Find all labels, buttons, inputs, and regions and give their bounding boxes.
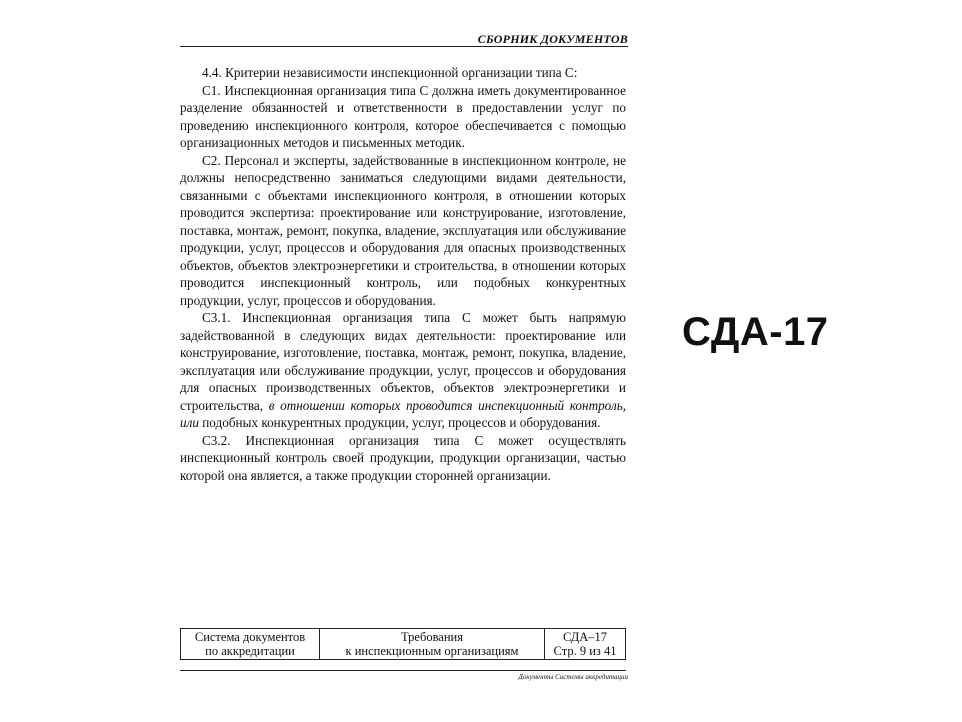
document-body: [180, 64, 626, 484]
footer-doc-cell: [545, 629, 626, 660]
footer-system-cell: [181, 629, 320, 660]
footer-requirements-cell: [320, 629, 545, 660]
footer-table: [180, 628, 626, 660]
paragraph-c1: С1. Инспекционная организация типа С должна иметь документированное разделение обязанностей и ответственности в предоставлении услуг по проведению инспекционного контроля, которое обеспечивается с помощью организационных методов и письменных методик.: [180, 82, 626, 150]
footer-doc-code: СДА–17: [562, 630, 608, 644]
document-code-label: СДА-17: [682, 310, 829, 354]
footer-system-line2: по аккредитации: [205, 644, 295, 658]
footer-note: Документы Системы аккредитации: [518, 673, 628, 681]
footer-requirements-line2: к инспекционным организациям: [345, 644, 519, 658]
paragraph-c31: [180, 309, 626, 432]
footer-page-number: Стр. 9 из 41: [553, 644, 617, 658]
section-title: 4.4. Критерии независимости инспекционной организации типа С:: [202, 65, 578, 80]
footer-system-line1: Система документов: [194, 630, 306, 644]
c31-italic-text: в отношении которых проводится инспекционный контроль, или: [180, 397, 626, 430]
footer-requirements-line1: Требования: [401, 630, 463, 644]
header-rule: [180, 46, 628, 47]
running-header: СБОРНИК ДОКУМЕНТОВ: [477, 32, 628, 46]
paragraph-c2: С2. Персонал и эксперты, задействованные в инспекционном контроле, не должны непосредственно заниматься следующими видами деятельности, связанными с объектами инспекционного контроля, в отношении которых проводится экспертиза: проектирование или конструирование, изготовление, поставка, монтаж, ремонт, покупка, владение, эксплуатация или обслуживание продукции, услуг, процессов и оборудования для опасных производственных объектов, объектов электроэнергетики и строительства, в отношении которых проводится инспекционный контроль, или подобных конкурентных продукции, услуг, процессов и оборудования.: [180, 152, 626, 308]
document-page: [180, 30, 630, 690]
c31-tail-text: подобных конкурентных продукции, услуг, процессов и оборудования.: [202, 415, 601, 430]
paragraph-c32: С3.2. Инспекционная организация типа С может осуществлять инспекционный контроль своей продукции, продукции организации, частью которой она является, а также продукции сторонней организации.: [180, 432, 626, 483]
c31-text: С3.1. Инспекционная организация типа С может быть напрямую задействованной в следующих видах деятельности: проектирование или конструирование, изготовление, поставка, монтаж, ремонт, покупка, владение, эксплуатация или обслуживание продукции, услуг, процессов и оборудования для опасных производственных объектов, объектов электроэнергетики и строительства,: [180, 310, 626, 413]
footer-rule: [180, 670, 626, 671]
